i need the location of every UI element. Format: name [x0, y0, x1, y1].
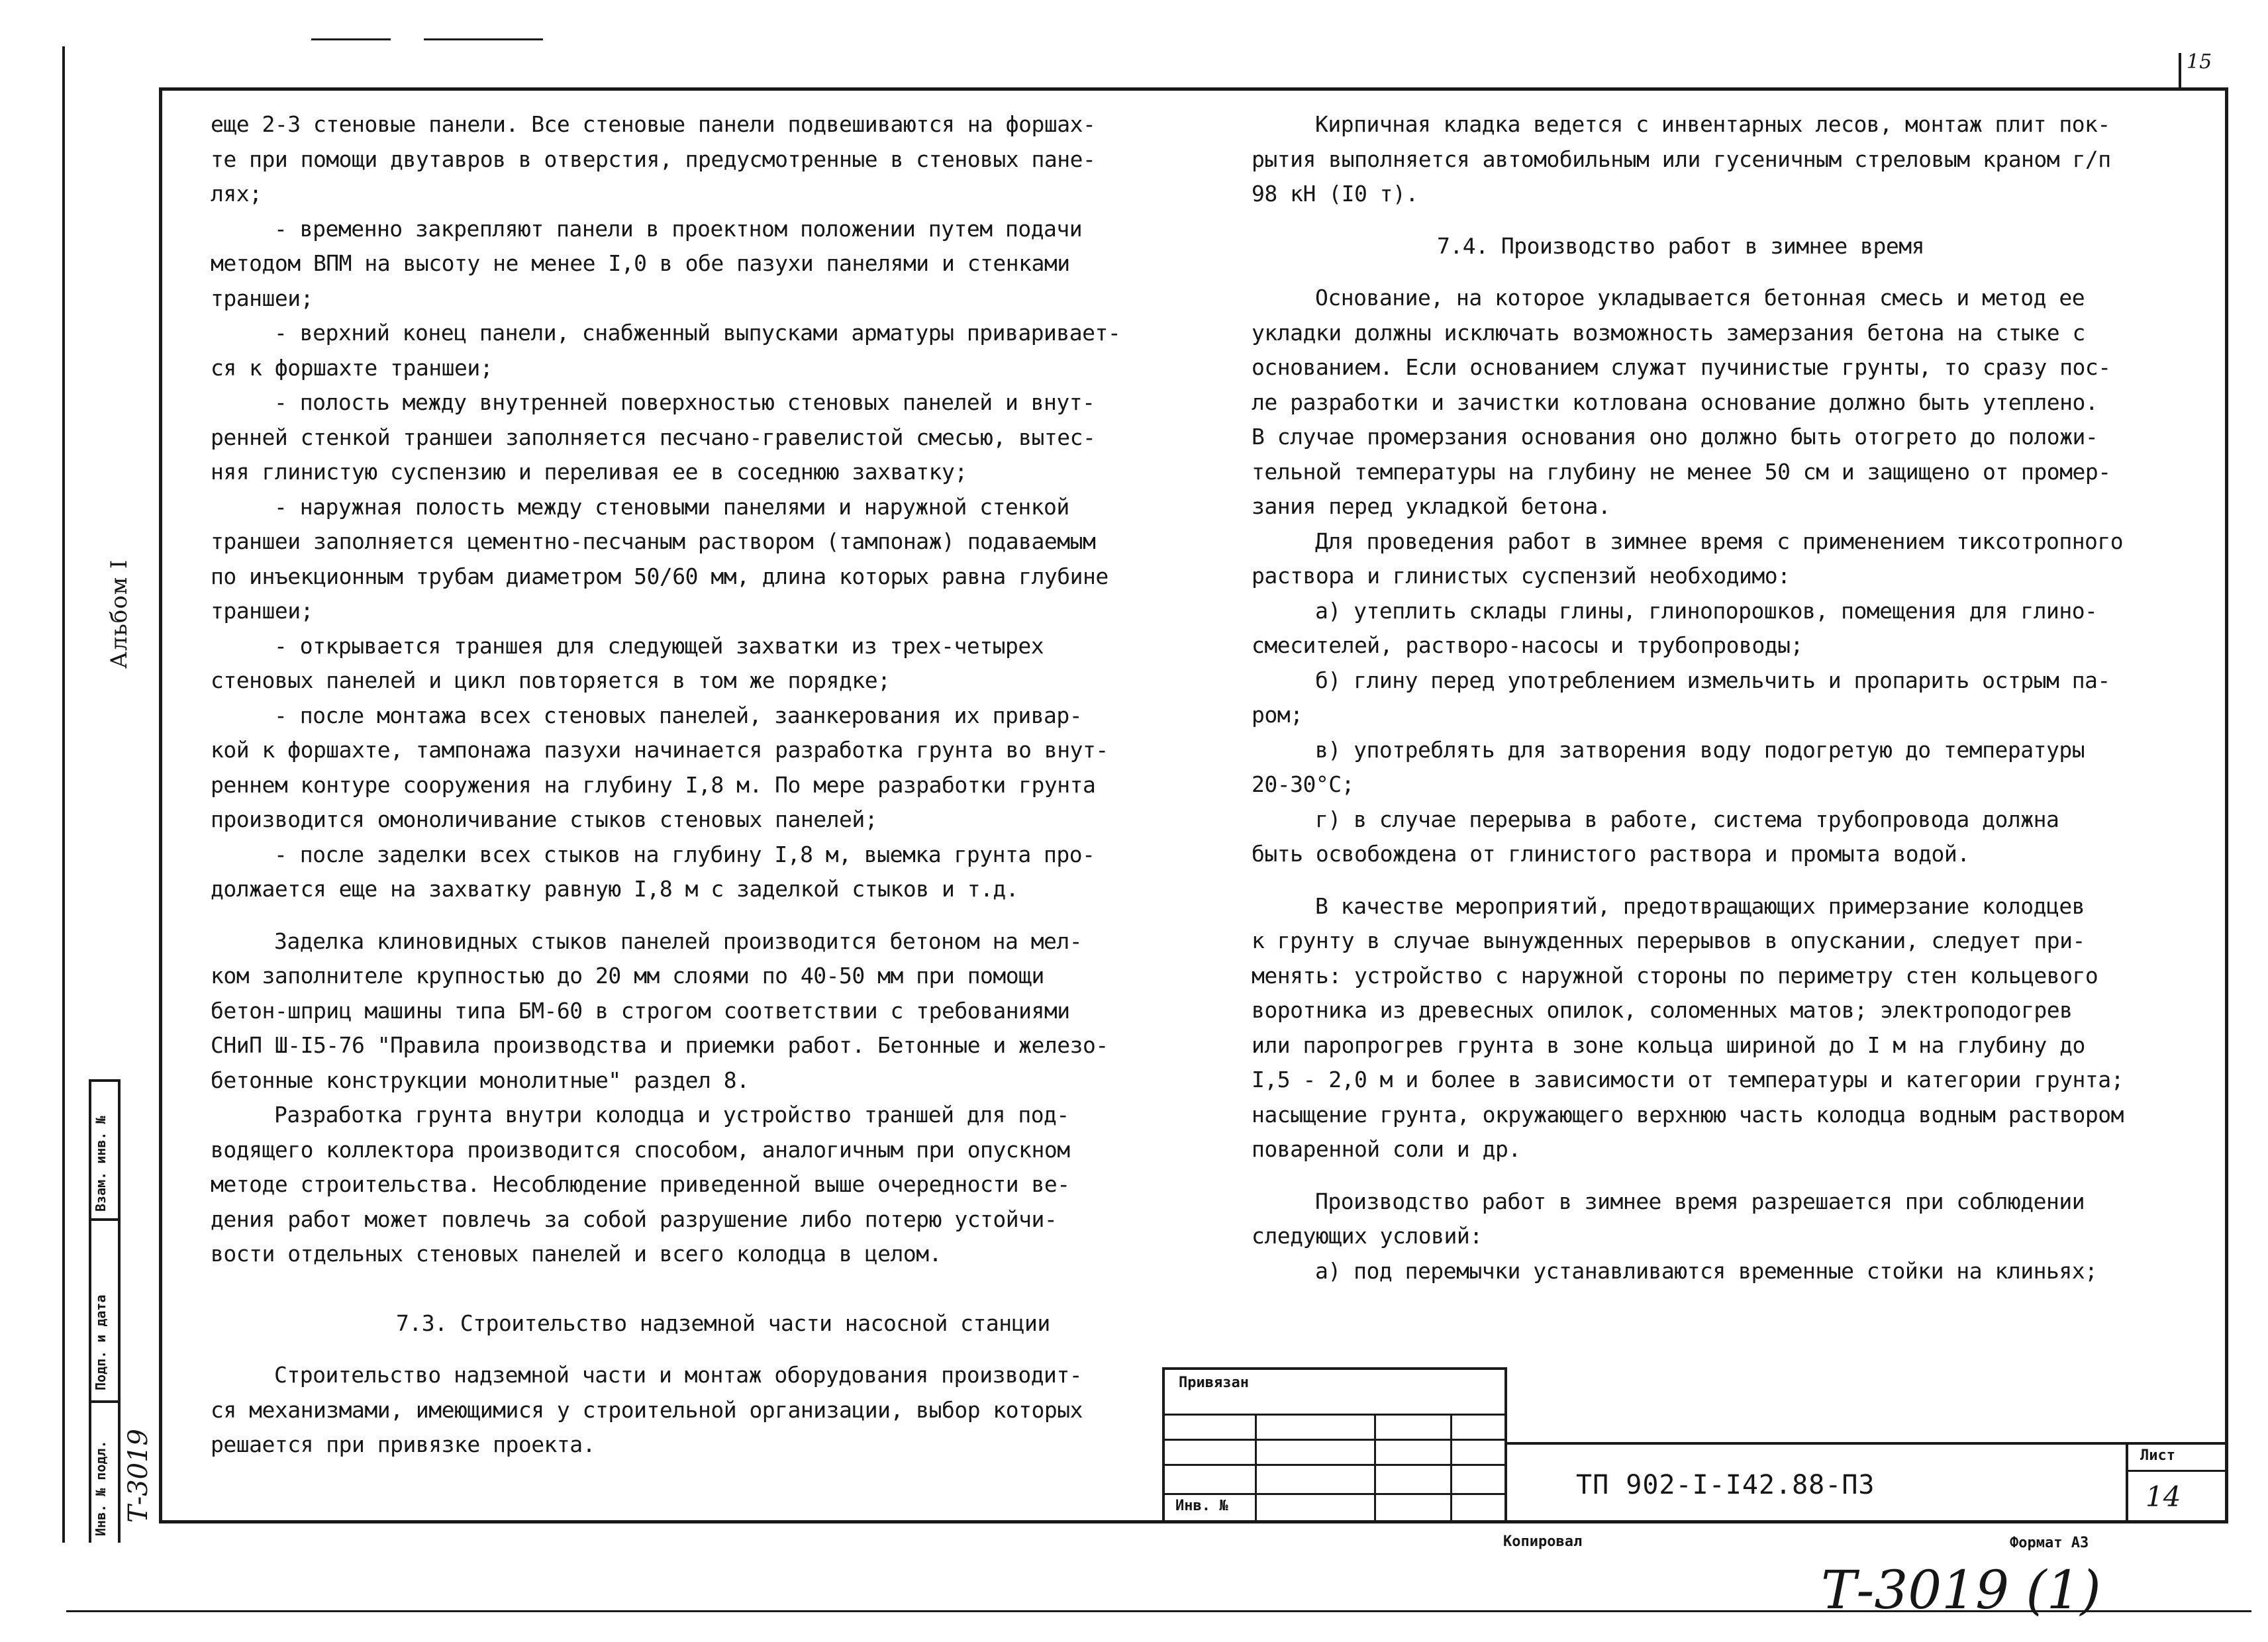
text-line: стеновых панелей и цикл повторяется в том же порядке; — [211, 667, 891, 693]
text-line: - после монтажа всех стеновых панелей, заанкерования их привар- — [274, 702, 1083, 728]
handwritten-inventory-number: Т-3019 (1) — [1821, 1559, 2101, 1621]
text-line: укладки должны исключать возможность замерзания бетона на стыке с — [1252, 319, 2085, 346]
text-line: ком заполнителе крупностью до 20 мм слоями по 40-50 мм при помощи — [211, 963, 1044, 989]
frame-right-line — [2225, 87, 2228, 1523]
text-line: бетонные конструкции монолитные" раздел 8. — [211, 1067, 750, 1093]
text-line: зания перед укладкой бетона. — [1252, 493, 1611, 519]
text-line: ся к форшахте траншеи; — [211, 354, 493, 381]
paragraph-gap — [1252, 1167, 2124, 1184]
format-label: Формат А3 — [2010, 1535, 2089, 1551]
text-line: 98 кН (I0 т). — [1252, 181, 1418, 207]
strip-vzam-inv: Взам. инв. № — [93, 1116, 109, 1212]
text-line: 20-30°C; — [1252, 771, 1354, 797]
text-line: лях; — [211, 181, 262, 207]
text-line: водящего коллектора производится способом, аналогичным при опускном — [211, 1136, 1070, 1163]
document-designation: ТП 902-I-I42.88-ПЗ — [1576, 1470, 1875, 1500]
text-line: а) под перемычки устанавливаются временные стойки на клиньях; — [1315, 1257, 2098, 1284]
text-line: насыщение грунта, окружающего верхнюю часть колодца водным раствором — [1252, 1101, 2124, 1128]
section-heading: 7.3. Строительство надземной части насосной станции — [396, 1310, 1050, 1336]
privyazan-label: Привязан — [1179, 1375, 1249, 1391]
text-line: - верхний конец панели, снабженный выпусками арматуры приваривает- — [274, 320, 1121, 346]
text-line: б) глину перед употреблением измельчить и пропарить острым па- — [1315, 667, 2110, 693]
sheet-number: 14 — [2145, 1480, 2181, 1513]
text-line: рытия выполняется автомобильным или гусеничным стреловым краном г/п — [1252, 146, 2111, 172]
text-line: а) утеплить склады глины, глинопорошков, помещения для глино- — [1315, 597, 2098, 624]
text-line: Заделка клиновидных стыков панелей производится бетоном на мел- — [274, 928, 1083, 954]
top-margin-dash-2 — [424, 38, 543, 40]
text-line: еще 2-3 стеновые панели. Все стеновые панели подвешиваются на форшах- — [211, 111, 1096, 137]
text-line: производится омоноличивание стыков стеновых панелей; — [211, 806, 878, 832]
text-line: траншеи; — [211, 598, 313, 624]
text-line: - после заделки всех стыков на глубину I,8 м, выемка грунта про- — [274, 841, 1095, 867]
text-line: ром; — [1252, 702, 1303, 728]
text-line: В качестве мероприятий, предотвращающих примерзание колодцев — [1315, 893, 2085, 919]
text-line: основанием. Если основанием служат пучинистые грунты, то сразу пос- — [1252, 354, 2111, 380]
top-margin-dash-1 — [311, 38, 391, 40]
paragraph-gap — [211, 1289, 1120, 1306]
text-line: траншеи заполняется цементно-песчаным раствором (тампонаж) подаваемым — [211, 528, 1096, 554]
text-line: - временно закрепляют панели в проектном положении путем подачи — [274, 215, 1083, 242]
inv-no-label: Инв. № — [1175, 1498, 1228, 1514]
copied-label: Копировал — [1503, 1533, 1583, 1550]
text-line: ле разработки и зачистки котлована основание должно быть утеплено. — [1252, 389, 2098, 415]
corner-page-mark: 15 — [2187, 50, 2212, 73]
frame-left-line — [159, 87, 162, 1523]
text-line: методом ВПМ на высоту не менее I,0 в обе пазухи панелями и стенками — [211, 250, 1070, 276]
text-line: ся механизмами, имеющимися у строительной организации, выбор которых — [211, 1396, 1083, 1423]
left-text-column — [211, 107, 1120, 1463]
corner-divider — [2179, 53, 2181, 90]
text-line: менять: устройство с наружной стороны по периметру стен кольцевого — [1252, 962, 2098, 989]
paragraph-gap — [1252, 264, 2124, 281]
text-line: к грунту в случае вынужденных перерывов в опускании, следует при- — [1252, 928, 2085, 953]
text-line: методе строительства. Несоблюдение приведенной выше очередности ве- — [211, 1171, 1070, 1197]
strip-inv-podl: Инв. № подл. — [93, 1440, 109, 1536]
text-line: Строительство надземной части и монтаж оборудования производит- — [274, 1362, 1083, 1388]
text-line: те при помощи двутавров в отверстия, предусмотренные в стеновых пане- — [211, 146, 1096, 172]
text-line: г) в случае перерыва в работе, система трубопровода должна — [1315, 806, 2059, 832]
text-line: тельной температуры на глубину не менее 50 см и защищено от промер- — [1252, 458, 2111, 485]
text-line: в) употреблять для затворения воду подогретую до температуры — [1315, 736, 2085, 763]
text-line: по инъекционным трубам диаметром 50/60 мм, длина которых равна глубине — [211, 563, 1109, 589]
text-line: смесителей, растворо-насосы и трубопроводы; — [1252, 632, 1803, 658]
text-line: следующих условий: — [1252, 1223, 1483, 1249]
text-line: кой к форшахте, тампонажа пазухи начинается разработка грунта во внут- — [211, 737, 1109, 763]
text-line: дения работ может повлечь за собой разрушение либо потерю устойчи- — [211, 1206, 1058, 1232]
text-line: или паропрогрев грунта в зоне кольца шириной до I м на глубину до — [1252, 1032, 2085, 1058]
text-line: решается при привязке проекта. — [211, 1431, 596, 1457]
text-line: Разработка грунта внутри колодца и устройство траншей для под- — [274, 1102, 1069, 1128]
right-text-column — [1252, 107, 2124, 1288]
frame-top-line — [159, 87, 2228, 91]
text-line: СНиП Ш-I5-76 "Правила производства и приемки работ. Бетонные и железо- — [211, 1032, 1109, 1058]
paragraph-gap — [1252, 872, 2124, 889]
text-line: Производство работ в зимнее время разрешается при соблюдении — [1315, 1188, 2085, 1214]
text-line: раствора и глинистых суспензий необходимо: — [1252, 563, 1791, 589]
section-heading: 7.4. Производство работ в зимнее время — [1437, 232, 1924, 259]
text-line: - полость между внутренней поверхностью стеновых панелей и внут- — [274, 389, 1095, 415]
text-line: бетон-шприц машины типа БМ-60 в строгом соответствии с требованиями — [211, 997, 1070, 1024]
text-line: Кирпичная кладка ведется с инвентарных лесов, монтаж плит пок- — [1315, 111, 2110, 137]
text-line: I,5 - 2,0 м и более в зависимости от температуры и категории грунта; — [1252, 1067, 2124, 1092]
text-line: воротника из древесных опилок, соломенных матов; электроподогрев — [1252, 997, 2073, 1023]
text-line: - наружная полость между стеновыми панелями и наружной стенкой — [274, 493, 1069, 520]
sheet-label: Лист — [2140, 1447, 2175, 1464]
text-line: должается еще на захватку равную I,8 м с заделкой стыков и т.д. — [211, 876, 1019, 902]
frame-bottom-line — [159, 1520, 2228, 1523]
strip-podp-data: Подп. и дата — [93, 1294, 109, 1390]
text-line: Основание, на которое укладывается бетонная смесь и метод ее — [1315, 285, 2085, 311]
text-line: В случае промерзания основания оно должно быть отогрето до положи- — [1252, 424, 2098, 450]
text-line: няя глинистую суспензию и переливая ее в соседнюю захватку; — [211, 459, 967, 485]
text-line: Для проведения работ в зимнее время с применением тиксотропного — [1315, 528, 2124, 554]
text-line: - открывается траншея для следующей захватки из трех-четырех — [274, 632, 1044, 659]
outer-left-margin-line — [62, 46, 65, 1543]
text-line: быть освобождена от глинистого раствора и промыта водой. — [1252, 841, 1970, 867]
text-line: вости отдельных стеновых панелей и всего колодца в целом. — [211, 1241, 942, 1267]
album-label: Альбом I — [106, 559, 132, 669]
paragraph-gap — [211, 1341, 1120, 1358]
text-line: поваренной соли и др. — [1252, 1136, 1521, 1162]
text-line: ренней стенкой траншеи заполняется песчано-гравелистой смесью, вытес- — [211, 424, 1096, 450]
paragraph-gap — [211, 907, 1120, 924]
paragraph-gap — [1252, 212, 2124, 229]
paragraph-gap — [211, 1272, 1120, 1289]
strip-inv-value: Т-3019 — [123, 1429, 154, 1523]
text-line: траншеи; — [211, 285, 313, 311]
text-line: реннем контуре сооружения на глубину I,8 м. По мере разработки грунта — [211, 771, 1096, 798]
